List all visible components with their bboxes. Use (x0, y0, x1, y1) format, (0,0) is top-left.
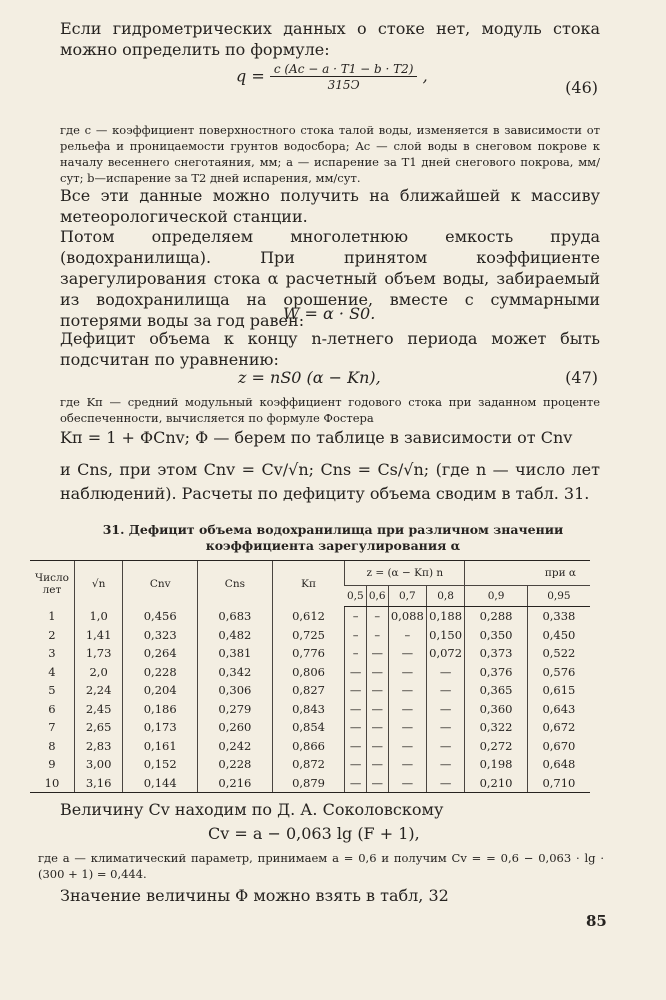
cell: — (345, 663, 366, 682)
cell: – (345, 644, 366, 663)
paragraph-phi: Значение величины Φ можно взять в табл, 32 (60, 886, 449, 905)
cell: 0,576 (527, 663, 590, 682)
paragraph-foster-1: Kп = 1 + ΦCnv; Φ — берем по таблице в зависимости от Cnv (60, 428, 573, 447)
cell: 0,672 (527, 718, 590, 737)
cell: 3,00 (74, 755, 122, 774)
cell: 0,450 (527, 626, 590, 645)
cell: 0,279 (198, 700, 273, 719)
paragraph-sokolovsky: Величину Cv находим по Д. А. Соколовскому (60, 800, 444, 819)
cell: 0,173 (123, 718, 198, 737)
cell: 0,710 (527, 774, 590, 793)
table-row (30, 681, 590, 700)
cell: 0,683 (198, 607, 273, 626)
header-alpha-3: 0,7 (388, 586, 426, 607)
cell: 0,725 (272, 626, 345, 645)
header-sqrt-n: √n (74, 561, 122, 607)
cell: — (426, 737, 464, 756)
header-csn: Cns (198, 561, 273, 607)
table-row (30, 700, 590, 719)
cell: 0,198 (465, 755, 528, 774)
table-row (30, 755, 590, 774)
formula-cv: Cv = a − 0,063 lg (F + 1), (208, 824, 420, 843)
cell: 0,188 (426, 607, 464, 626)
cell: — (366, 681, 388, 700)
cell: 0,381 (198, 644, 273, 663)
header-alpha-1: 0,5 (345, 586, 366, 607)
cell: 0,872 (272, 755, 345, 774)
header-alpha-4: 0,8 (426, 586, 464, 607)
cell: — (366, 663, 388, 682)
cell: 7 (48, 720, 56, 735)
cell: 2 (48, 627, 56, 642)
cell: 2,45 (74, 700, 122, 719)
cell: 0,866 (272, 737, 345, 756)
cell: 0,204 (123, 681, 198, 700)
cell: 2,0 (74, 663, 122, 682)
header-alpha-5: 0,9 (465, 586, 528, 607)
cell: 10 (30, 774, 74, 793)
paragraph-reservoir: Потом определяем многолетнюю емкость пруда (водохранилища). При принятом коэффициенте зарегулирования стока α расчетный объем воды, забираемый из водохранилища на орошение, вместе с суммарными потерями воды за год равен: (60, 227, 600, 330)
cell: 0,776 (272, 644, 345, 663)
cell: 0,322 (465, 718, 528, 737)
formula-46 (236, 62, 428, 92)
cell: — (366, 718, 388, 737)
cell: 3,16 (74, 774, 122, 793)
cell: 0,144 (123, 774, 198, 793)
cell: — (366, 774, 388, 793)
explanation-cv: где a — климатический параметр, принимаем a = 0,6 и получим Cv = = 0,6 − 0,063 · lg · (300 + 1) = 0,444. (38, 851, 604, 881)
cell: 0,152 (123, 755, 198, 774)
cell: – (366, 626, 388, 645)
formula-46-tail: , (422, 66, 428, 86)
cell: – (366, 607, 388, 626)
cell: — (345, 774, 366, 793)
deficit-table (30, 560, 590, 793)
cell: 0,072 (426, 644, 464, 663)
header-z-group: z = (α − Kп) n (345, 561, 465, 586)
cell: 1,0 (74, 607, 122, 626)
cell: 0,216 (198, 774, 273, 793)
cell: — (388, 755, 426, 774)
cell: 0,373 (465, 644, 528, 663)
cell: — (345, 681, 366, 700)
cell: — (388, 681, 426, 700)
table-row (30, 607, 590, 626)
cell: 0,615 (527, 681, 590, 700)
cell: 0,360 (465, 700, 528, 719)
cell: 0,342 (198, 663, 273, 682)
cell: 5 (48, 683, 56, 698)
equation-number-47: (47) (565, 368, 598, 387)
cell: — (388, 737, 426, 756)
cell: — (366, 700, 388, 719)
cell: — (426, 681, 464, 700)
cell: — (366, 644, 388, 663)
cell: 4 (48, 664, 56, 679)
cell: 0,670 (527, 737, 590, 756)
cell: 0,854 (272, 718, 345, 737)
cell: — (345, 718, 366, 737)
cell: 0,482 (198, 626, 273, 645)
cell: — (388, 663, 426, 682)
cell: — (345, 700, 366, 719)
table-title-line-2: коэффициента зарегулирования α (205, 538, 461, 553)
explanation-47: где Kп — средний модульный коэффициент годового стока при заданном проценте обеспеченности, вычисляется по формуле Фостера (60, 395, 600, 425)
formula-47: z = nS0 (α − Kп), (238, 368, 381, 387)
header-alpha-2: 0,6 (366, 586, 388, 607)
cell: 0,376 (465, 663, 528, 682)
cell: 0,228 (123, 663, 198, 682)
cell: 0,150 (426, 626, 464, 645)
cell: 0,648 (527, 755, 590, 774)
cell: 0,186 (123, 700, 198, 719)
cell: — (426, 700, 464, 719)
cell: 0,612 (272, 607, 345, 626)
table-row (30, 663, 590, 682)
page-number: 85 (586, 912, 607, 930)
cell: 2,24 (74, 681, 122, 700)
table-row (30, 737, 590, 756)
cell: 6 (48, 701, 56, 716)
header-alpha-6: 0,95 (527, 586, 590, 607)
cell: 0,843 (272, 700, 345, 719)
cell: 0,288 (465, 607, 528, 626)
cell: – (345, 626, 366, 645)
cell: 0,827 (272, 681, 345, 700)
formula-46-denominator: 315Ͻ (327, 78, 360, 92)
table-row (30, 718, 590, 737)
table-row (30, 644, 590, 663)
cell: 0,338 (527, 607, 590, 626)
cell: 0,306 (198, 681, 273, 700)
header-years: Число лет (30, 561, 74, 607)
cell: 0,228 (198, 755, 273, 774)
formula-46-numerator: c (Aс − a · T1 − b · T2) (270, 62, 418, 77)
cell: 0,456 (123, 607, 198, 626)
cell: 0,350 (465, 626, 528, 645)
cell: 0,365 (465, 681, 528, 700)
cell: — (366, 737, 388, 756)
formula-w: W = α · S0. (283, 304, 376, 323)
cell: 0,260 (198, 718, 273, 737)
cell: — (366, 755, 388, 774)
cell: – (388, 626, 426, 645)
cell: 0,264 (123, 644, 198, 663)
cell: 1,73 (74, 644, 122, 663)
cell: — (426, 663, 464, 682)
cell: – (345, 607, 366, 626)
cell: — (345, 755, 366, 774)
cell: — (345, 737, 366, 756)
cell: 0,272 (465, 737, 528, 756)
cell: — (388, 718, 426, 737)
header-kn: Kп (272, 561, 345, 607)
cell: — (426, 774, 464, 793)
paragraph-foster-2: и Cns, при этом Cnv = Cv/√n; Cns = Cs/√n; (где n — число лет наблюдений). Расчеты по дефициту объема сводим в табл. 31. (60, 460, 600, 503)
header-alpha-group: при α (465, 561, 590, 586)
cell: — (388, 644, 426, 663)
cell: 2,65 (74, 718, 122, 737)
cell: 0,643 (527, 700, 590, 719)
cell: — (426, 718, 464, 737)
paragraph-deficit: Дефицит объема к концу n-летнего периода может быть подсчитан по уравнению: (60, 329, 600, 369)
formula-46-lhs: q = (236, 66, 265, 86)
paragraph-data-source: Все эти данные можно получить на ближайшей к массиву метеорологической станции. (60, 186, 600, 226)
equation-number-46: (46) (565, 78, 598, 97)
table-title-line-1: 31. Дефицит объема водохранилища при различном значении (102, 522, 564, 537)
cell: 1 (48, 609, 56, 623)
cell: 3 (48, 646, 56, 661)
cell: 0,242 (198, 737, 273, 756)
cell: 0,806 (272, 663, 345, 682)
cell: 2,83 (74, 737, 122, 756)
cell: 0,879 (272, 774, 345, 793)
cell: — (426, 755, 464, 774)
table-row (30, 774, 590, 793)
cell: 0,323 (123, 626, 198, 645)
header-cvn: Cnv (123, 561, 198, 607)
explanation-46: где c — коэффициент поверхностного стока талой воды, изменяется в зависимости от рельефа и проницаемости грунтов водосбора; Aс — слой воды в снеговом покрове к началу весеннего снеготаяния, мм; a — испарение за T1 дней снегового покрова, мм/сут; b—испарение за T2 дней испарения, мм/сут. (60, 123, 600, 185)
cell: 0,161 (123, 737, 198, 756)
cell: — (388, 700, 426, 719)
cell: 9 (48, 757, 56, 772)
paragraph-intro: Если гидрометрических данных о стоке нет, модуль стока можно определить по формуле: (60, 19, 600, 59)
cell: 0,088 (388, 607, 426, 626)
cell: 0,522 (527, 644, 590, 663)
table-row (30, 626, 590, 645)
cell: 0,210 (465, 774, 528, 793)
cell: 1,41 (74, 626, 122, 645)
formula-46-fraction (270, 62, 418, 92)
cell: 8 (48, 738, 56, 753)
cell: — (388, 774, 426, 793)
